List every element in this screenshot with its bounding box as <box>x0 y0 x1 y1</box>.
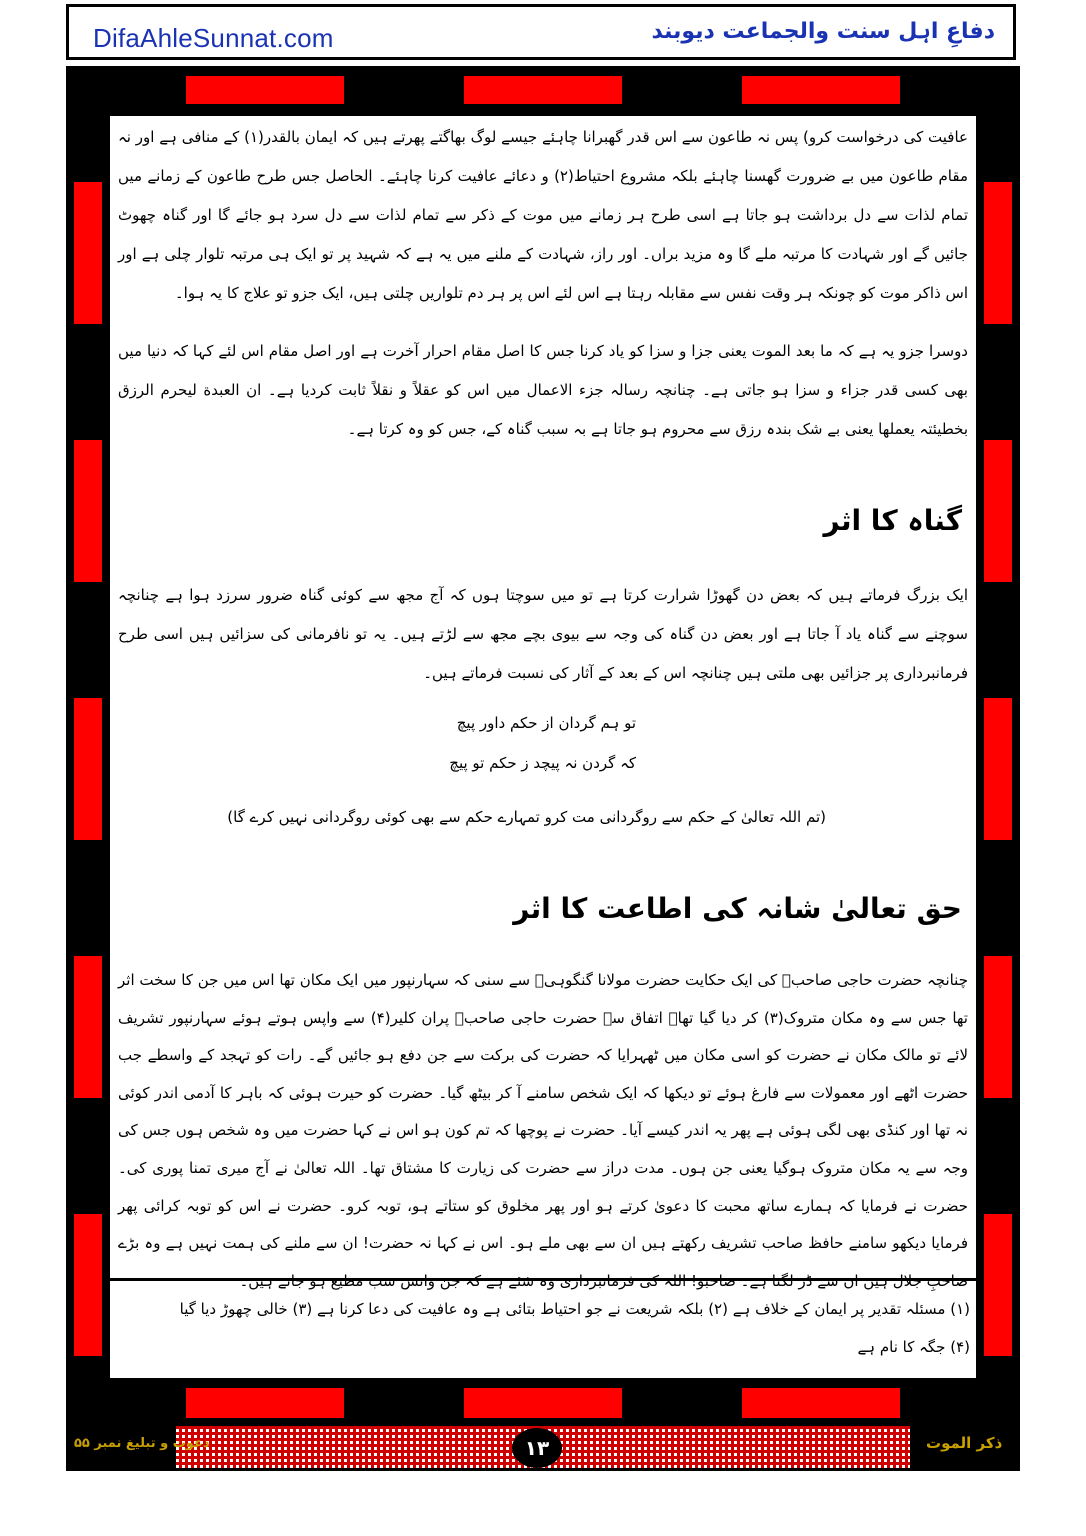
frame-bar-top-3 <box>742 76 900 104</box>
site-title: دفاعِ اہل سنت والجماعت دیوبند <box>651 19 995 44</box>
page-number: ۱۳ <box>512 1428 562 1468</box>
frame-bar-left-5 <box>74 1214 102 1356</box>
frame-bar-left-4 <box>74 956 102 1098</box>
frame-bar-right-5 <box>984 1214 1012 1356</box>
frame-bar-bottom-1 <box>186 1388 344 1418</box>
content-area <box>110 116 976 1378</box>
heading-sin-effect: گناہ کا اثر <box>823 504 962 537</box>
frame-bar-right-4 <box>984 956 1012 1098</box>
frame-bar-left-3 <box>74 698 102 840</box>
paragraph-1: عافیت کی درخواست کرو) پس نہ طاعون سے اس قدر گھبرانا چاہئے جیسے لوگ بھاگتے پھرتے ہیں کہ ایمان بالقدر(۱) کے منافی ہے اور نہ مقام طاعون میں بے ضرورت گھسنا چاہئے بلکہ مشروع احتیاط(۲) و دعائے عافیت کرنا چاہئے۔ الحاصل جس طرح طاعون کے زمانے میں تمام لذات سے دل برداشت ہو جاتا ہے اسی طرح ہر زمانے میں موت کے ذکر سے تمام لذات سے دل سرد ہو جائے گا اور گناہ چھوٹ جائیں گے اور شہادت کا مرتبہ ملے گا وہ مزید براں۔ اور راز، شہادت کے ملنے میں یہ ہے کہ شہید پر تو ایک ہی مرتبہ تلوار چلی ہے اور اس ذاکر موت کو چونکہ ہر وقت نفس سے مقابلہ رہتا ہے اس لئے اس پر ہر دم تلواریں چلتی ہیں، ایک جزو تو علاج کا یہ ہوا۔ <box>118 128 968 302</box>
verse-line-2: کہ گردن نہ پیچد ز حکم تو پیچ <box>449 754 636 772</box>
frame-bar-left-2 <box>74 440 102 582</box>
paragraph-4: چنانچہ حضرت حاجی صاحبؒ کی ایک حکایت حضرت مولانا گنگوہیؒ سے سنی کہ سہارنپور میں ایک مکان تھا اس میں جن کا سخت اثر تھا جس سے وہ مکان متروک(۳) کر دیا گیا تھا۔ اتفاق سے حضرت حاجی صاحبؒ پران کلیر(۴) سے واپس ہوتے ہوئے سہارنپور تشریف لائے تو مالک مکان نے حضرت کو اسی مکان میں ٹھہرایا کہ حضرت کی برکت سے جن دفع ہو جائیں گے۔ رات کو تہجد کے واسطے جب حضرت اٹھے اور معمولات سے فارغ ہوئے تو دیکھا کہ ایک شخص سامنے آ کر بیٹھ گیا۔ حضرت کو حیرت ہوئی کہ باہر کا آدمی اندر کوئی نہ تھا اور کنڈی بھی لگی ہوئی ہے پھر یہ اندر کیسے آیا۔ حضرت نے پوچھا کہ تم کون ہو اس نے کہا حضرت میں وہ شخص ہوں جس کی وجہ سے یہ مکان متروک ہوگیا یعنی جن ہوں۔ مدت دراز سے حضرت کی زیارت کا مشتاق تھا۔ اللہ تعالیٰ نے آج میری تمنا پوری کی۔ حضرت نے فرمایا کہ ہمارے ساتھ محبت کا دعویٰ کرتے ہو اور پھر مخلوق کو ستاتے ہو، توبہ کرو۔ حضرت نے اس کو توبہ کرائی پھر فرمایا دیکھو سامنے حافظ صاحب تشریف رکھتے ہیں ان سے بھی ملے ہو۔ اس نے کہا نہ حضرت! ان سے ملنے کی ہمت نہیں ہے وہ بڑے <box>118 971 968 1253</box>
frame-bar-top-1 <box>186 76 344 104</box>
footnote-line-2: (۴) جگہ کا نام ہے <box>857 1338 970 1356</box>
verse-translation: (تم اللہ تعالیٰ کے حکم سے روگردانی مت کرو تمہارے حکم سے بھی کوئی روگردانی نہیں کرے گا) <box>227 808 826 826</box>
paragraph-2: دوسرا جزو یہ ہے کہ ما بعد الموت یعنی جزا و سزا کو یاد کرنا جس کا اصل مقام احرار آخرت ہے اور اصل مقام اس لئے کہا کہ دنیا میں بھی کسی قدر جزاء و سزا ہو جاتی ہے۔ چنانچہ رسالہ جزء الاعمال میں اس کو عقلاً و نقلاً ثابت کردیا ہے۔ ان العبدة لیحرم الرزق بخطیئتہ یعملھا یعنی بے شک بندہ رزق سے محروم ہو جاتا ہے بہ سبب گناہ کے، جس کو وہ کرتا ہے۔ <box>118 342 968 438</box>
frame-bar-top-2 <box>464 76 622 104</box>
frame-bar-right-1 <box>984 182 1012 324</box>
footnote-separator <box>110 1278 976 1281</box>
verse-line-1: تو ہم گردان از حکم داور پیچ <box>456 714 636 732</box>
frame-bar-right-2 <box>984 440 1012 582</box>
heading-obedience-effect: حق تعالیٰ شانہ کی اطاعت کا اثر <box>513 892 962 925</box>
frame-bar-bottom-3 <box>742 1388 900 1418</box>
paragraph-3: ایک بزرگ فرماتے ہیں کہ بعض دن گھوڑا شرارت کرتا ہے تو میں سوچتا ہوں کہ آج مجھ سے کوئی گناہ ضرور سرزد ہوا ہے چنانچہ سوچنے سے گناہ یاد آ جاتا ہے اور بعض دن گناہ کی وجہ سے بیوی بچے مجھ سے لڑتے ہیں۔ یہ تو نافرمانی کی سزائیں ہیں اسی طرح فرمانبرداری پر جزائیں بھی ملتی ہیں چنانچہ اس کے بعد کے آثار کی نسبت فرماتے ہیں۔ <box>118 586 968 682</box>
frame-bar-left-1 <box>74 182 102 324</box>
footnote-line-1: (۱) مسئلہ تقدیر پر ایمان کے خلاف ہے (۲) بلکہ شریعت نے جو احتیاط بتائی ہے وہ عافیت کی دعا کرنا ہے (۳) خالی چھوڑ دیا گیا <box>179 1300 970 1318</box>
frame-bar-bottom-2 <box>464 1388 622 1418</box>
footer-series-label: دعوت و تبلیغ نمبر ۵۵ <box>74 1436 210 1451</box>
site-url[interactable]: DifaAhleSunnat.com <box>93 23 334 53</box>
footer-book-label: ذکر الموت <box>926 1434 1003 1452</box>
page-header <box>66 4 1016 60</box>
frame-bar-right-3 <box>984 698 1012 840</box>
